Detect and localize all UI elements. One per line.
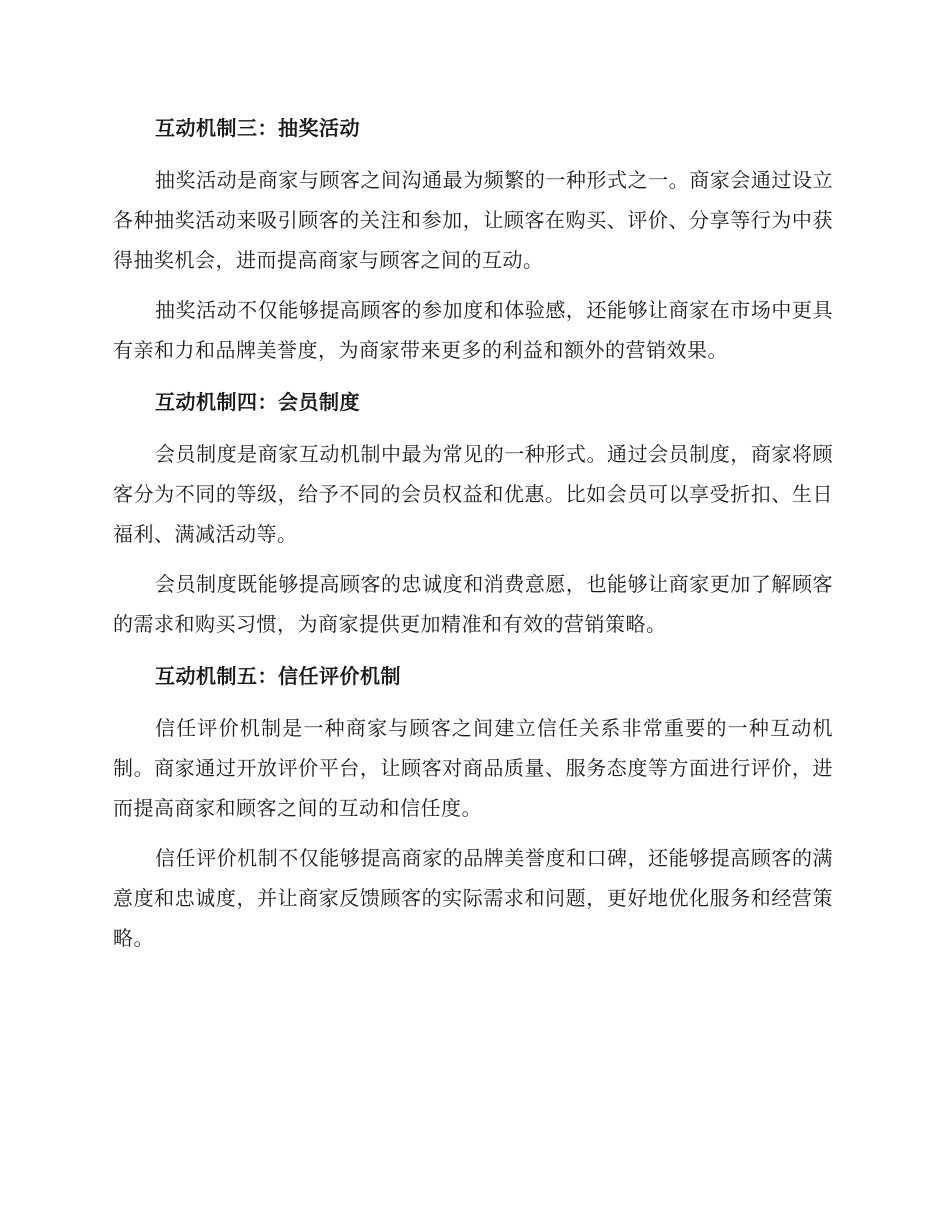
paragraph: 会员制度既能够提高顾客的忠诚度和消费意愿，也能够让商家更加了解顾客的需求和购买习惯，为商家提供更加精准和有效的营销策略。 bbox=[113, 572, 833, 636]
paragraph: 信任评价机制不仅能够提高商家的品牌美誉度和口碑，还能够提高顾客的满意度和忠诚度，并让商家反馈顾客的实际需求和问题，更好地优化服务和经营策略。 bbox=[113, 846, 833, 950]
section-membership bbox=[113, 382, 833, 644]
paragraph: 会员制度是商家互动机制中最为常见的一种形式。通过会员制度，商家将顾客分为不同的等级，给予不同的会员权益和优惠。比如会员可以享受折扣、生日福利、满减活动等。 bbox=[113, 442, 833, 546]
section-heading: 互动机制五：信任评价机制 bbox=[155, 664, 401, 688]
paragraph: 抽奖活动是商家与顾客之间沟通最为频繁的一种形式之一。商家会通过设立各种抽奖活动来吸引顾客的关注和参加，让顾客在购买、评价、分享等行为中获得抽奖机会，进而提高商家与顾客之间的互动。 bbox=[113, 168, 833, 272]
section-trust-review bbox=[113, 656, 833, 958]
section-lottery bbox=[113, 108, 833, 370]
paragraph: 抽奖活动不仅能够提高顾客的参加度和体验感，还能够让商家在市场中更具有亲和力和品牌美誉度，为商家带来更多的利益和额外的营销效果。 bbox=[113, 298, 833, 362]
document-page bbox=[113, 108, 833, 970]
paragraph: 信任评价机制是一种商家与顾客之间建立信任关系非常重要的一种互动机制。商家通过开放评价平台，让顾客对商品质量、服务态度等方面进行评价，进而提高商家和顾客之间的互动和信任度。 bbox=[113, 716, 833, 820]
section-heading: 互动机制三：抽奖活动 bbox=[155, 116, 360, 140]
section-heading: 互动机制四：会员制度 bbox=[155, 390, 360, 414]
